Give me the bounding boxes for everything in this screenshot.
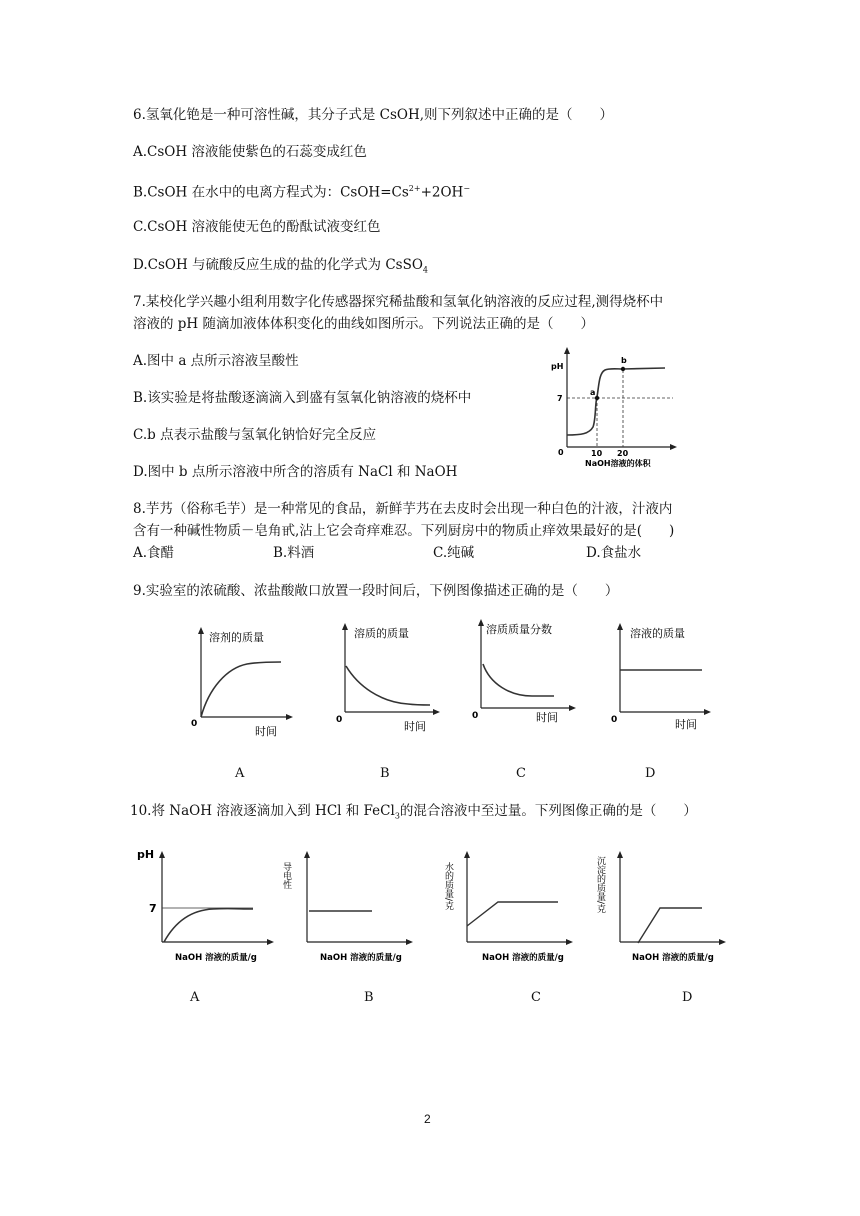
q7-stem-line2: 溶液的 pH 随滴加液体体积变化的曲线如图所示。下列说法正确的是（ ） [133, 316, 594, 332]
q8-stem-line2: 含有一种碱性物质－皂角甙,沾上它会奇痒难忍。下列厨房中的物质止痒效果最好的是( ) [133, 523, 675, 539]
q6-option-d [133, 256, 428, 280]
q10-d-x-label: NaOH 溶液的质量/g [632, 953, 714, 963]
q7-x-axis-label: NaOH溶液的体积 [585, 459, 651, 468]
q9-graph-d [608, 618, 723, 738]
q10-c-y-label: 水的质量/克 [443, 862, 453, 911]
q7-point-b-marker [621, 367, 625, 371]
q8-option-c: C.纯碱 [433, 545, 475, 561]
q9-c-x-label: 时间 [536, 711, 558, 724]
q9-a-x-label: 时间 [255, 725, 277, 738]
q9-c-origin: 0 [472, 711, 479, 721]
q10-c-x-label: NaOH 溶液的质量/g [482, 953, 564, 963]
q6-option-a: A.CsOH 溶液能使紫色的石蕊变成红色 [133, 144, 367, 160]
q9-b-y-label: 溶质的质量 [354, 627, 409, 640]
q9-graph-a [185, 622, 300, 742]
q9-option-c: C [516, 766, 526, 781]
q9-a-origin: 0 [191, 719, 198, 729]
q10-a-y-label: pH [137, 848, 155, 861]
page-number: 2 [424, 1112, 431, 1126]
q7-y-axis-label: pH [551, 362, 564, 371]
q7-x-tick-20: 20 [617, 449, 629, 458]
q7-point-a-marker [595, 396, 599, 400]
q9-option-a: A [235, 766, 245, 781]
q7-stem-line1: 7.某校化学兴趣小组利用数字化传感器探究稀盐酸和氢氧化钠溶液的反应过程,测得烧杯中 [133, 294, 664, 310]
q9-option-d: D [645, 766, 656, 781]
q7-option-b: B.该实验是将盐酸逐滴滴入到盛有氢氧化钠溶液的烧杯中 [133, 390, 472, 406]
q9-b-x-label: 时间 [404, 720, 426, 733]
q8-stem-line1: 8.芋艿（俗称毛芋）是一种常见的食品，新鲜芋艿在去皮时会出现一种白色的汁液，汁液内 [133, 501, 673, 517]
q10-graph-b [280, 840, 430, 970]
q10-b-x-label: NaOH 溶液的质量/g [320, 953, 402, 963]
q9-graph-b [332, 618, 447, 738]
q10-a-x-label: NaOH 溶液的质量/g [175, 953, 257, 963]
q8-option-d: D.食盐水 [586, 545, 642, 561]
q7-option-d: D.图中 b 点所示溶液中所含的溶质有 NaCl 和 NaOH [133, 464, 458, 480]
q7-option-a: A.图中 a 点所示溶液呈酸性 [133, 353, 299, 369]
q10-b-y-label: 导电性 [281, 862, 291, 889]
q9-d-y-label: 溶液的质量 [630, 627, 685, 640]
q6-option-b-text-2: +2OH [420, 184, 464, 201]
q10-a-y-tick-7: 7 [149, 902, 157, 915]
q10-option-c: C [531, 990, 541, 1005]
q10-graph-c [438, 840, 588, 970]
q7-x-tick-10: 10 [591, 449, 603, 458]
q8-option-b: B.料酒 [273, 545, 315, 561]
q9-d-x-label: 时间 [675, 718, 697, 731]
q10-option-a: A [190, 990, 200, 1005]
q10-stem [130, 802, 697, 826]
q9-c-y-label: 溶质质量分数 [486, 623, 552, 636]
q9-a-y-label: 溶剂的质量 [209, 631, 264, 644]
q9-stem: 9.实验室的浓硫酸、浓盐酸敞口放置一段时间后，下例图像描述正确的是（ ） [133, 583, 619, 599]
q7-y-tick-7: 7 [557, 394, 563, 403]
q9-b-origin: 0 [336, 715, 343, 725]
q6-option-d-subscript: 4 [422, 265, 428, 275]
q7-point-b-label: b [621, 356, 627, 365]
q7-ph-graph [545, 345, 685, 470]
q6-option-b-charge: 2+ [408, 184, 421, 193]
q10-graph-a [135, 840, 285, 970]
q10-stem-text: 10.将 NaOH 溶液逐滴加入到 HCl 和 FeCl [130, 803, 395, 819]
q9-graph-c [470, 614, 585, 734]
q10-d-y-label: 沉淀的质量/克 [595, 856, 605, 914]
q6-option-b [133, 180, 470, 202]
q9-d-origin: 0 [611, 715, 618, 725]
q10-option-d: D [682, 990, 693, 1005]
q6-option-c: C.CsOH 溶液能使无色的酚酞试液变红色 [133, 219, 381, 235]
q6-option-b-charge-2: − [463, 184, 471, 193]
q7-point-a-label: a [590, 388, 596, 397]
q7-origin-label: 0 [558, 448, 564, 457]
q6-option-d-text: D.CsOH 与硫酸反应生成的盐的化学式为 CsSO [133, 257, 423, 273]
q10-stem-subscript: 3 [394, 811, 400, 821]
q10-graph-d [590, 840, 740, 970]
q10-option-b: B [364, 990, 374, 1005]
q8-option-a: A.食醋 [133, 545, 175, 561]
q6-stem: 6.氢氧化铯是一种可溶性碱，其分子式是 CsOH,则下列叙述中正确的是（ ） [133, 107, 614, 123]
q10-stem-text-2: 的混合溶液中至过量。下列图像正确的是（ ） [399, 803, 697, 819]
q6-option-b-text: B.CsOH 在水中的电离方程式为：CsOH=Cs [133, 184, 409, 201]
q7-option-c: C.b 点表示盐酸与氢氧化钠恰好完全反应 [133, 427, 377, 443]
q9-option-b: B [380, 766, 390, 781]
